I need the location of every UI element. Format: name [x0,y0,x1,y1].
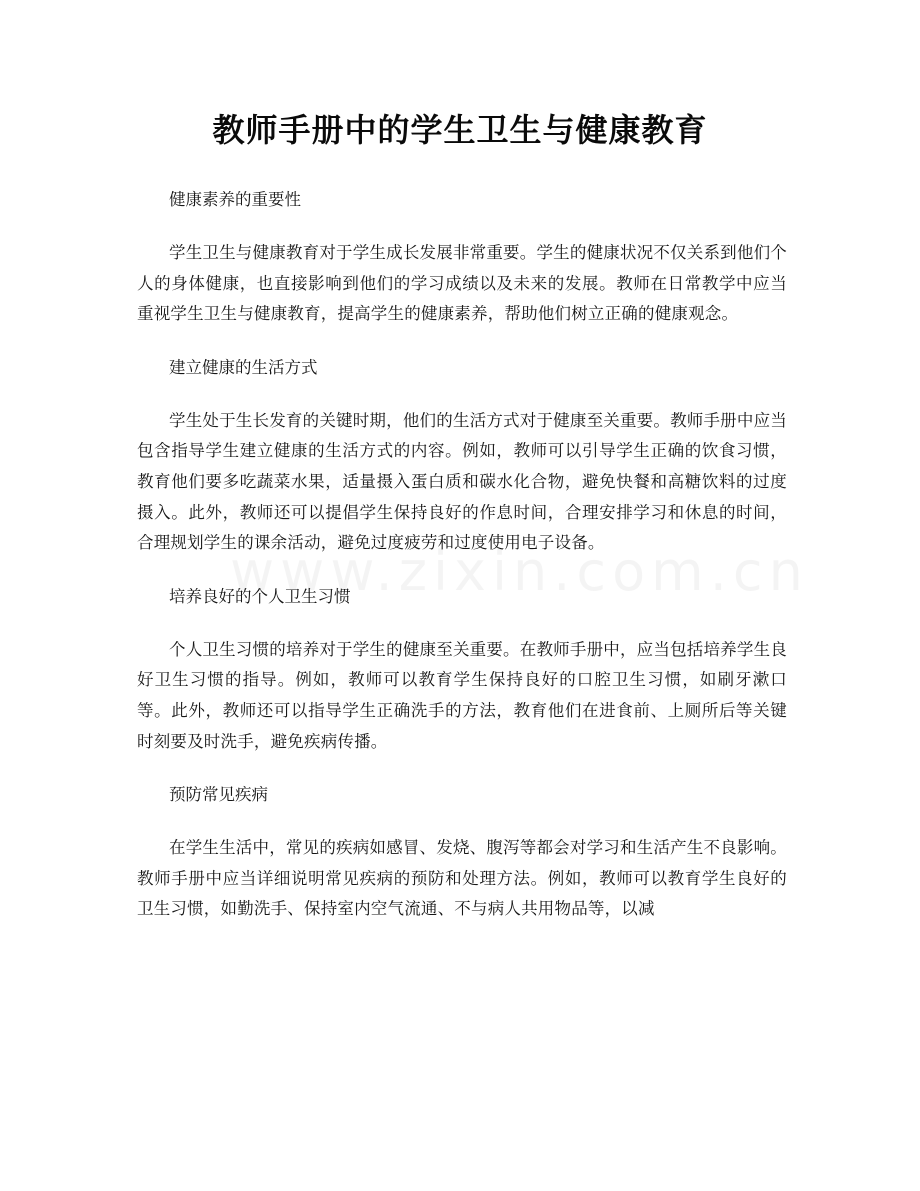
section-paragraph-disease-prevention: 在学生生活中，常见的疾病如感冒、发烧、腹泻等都会对学习和生活产生不良影响。教师手册中应当详细说明常见疾病的预防和处理方法。例如，教师可以教育学生良好的卫生习惯，如勤洗手、保持室内空气流通、不与病人共用物品等，以减 [137,838,787,919]
document-title: 教师手册中的学生卫生与健康教育 [212,111,708,149]
document-body [137,184,787,947]
section-heading-disease-prevention: 预防常见疾病 [169,785,268,805]
section-paragraph-personal-hygiene: 个人卫生习惯的培养对于学生的健康至关重要。在教师手册中，应当包括培养学生良好卫生习惯的指导。例如，教师可以教育学生保持良好的口腔卫生习惯，如刷牙漱口等。此外，教师还可以指导学生正确洗手的方法，教育他们在进食前、上厕所后等关键时刻要及时洗手，避免疾病传播。 [137,639,787,751]
section-heading-health-literacy: 健康素养的重要性 [169,190,301,209]
section-heading-personal-hygiene: 培养良好的个人卫生习惯 [169,586,351,606]
section-paragraph-health-literacy: 学生卫生与健康教育对于学生成长发展非常重要。学生的健康状况不仅关系到他们个人的身体健康，也直接影响到他们的学习成绩以及未来的发展。教师在日常教学中应当重视学生卫生与健康教育，提高学生的健康素养，帮助他们树立正确的健康观念。 [137,243,787,324]
section-paragraph-healthy-lifestyle: 学生处于生长发育的关键时期，他们的生活方式对于健康至关重要。教师手册中应当包含指导学生建立健康的生活方式的内容。例如，教师可以引导学生正确的饮食习惯，教育他们要多吃蔬菜水果，适量摄入蛋白质和碳水化合物，避免快餐和高糖饮料的过度摄入。此外，教师还可以提倡学生保持良好的作息时间，合理安排学习和休息的时间，合理规划学生的课余活动，避免过度疲劳和过度使用电子设备。 [137,410,787,553]
section-heading-healthy-lifestyle: 建立健康的生活方式 [169,357,318,377]
